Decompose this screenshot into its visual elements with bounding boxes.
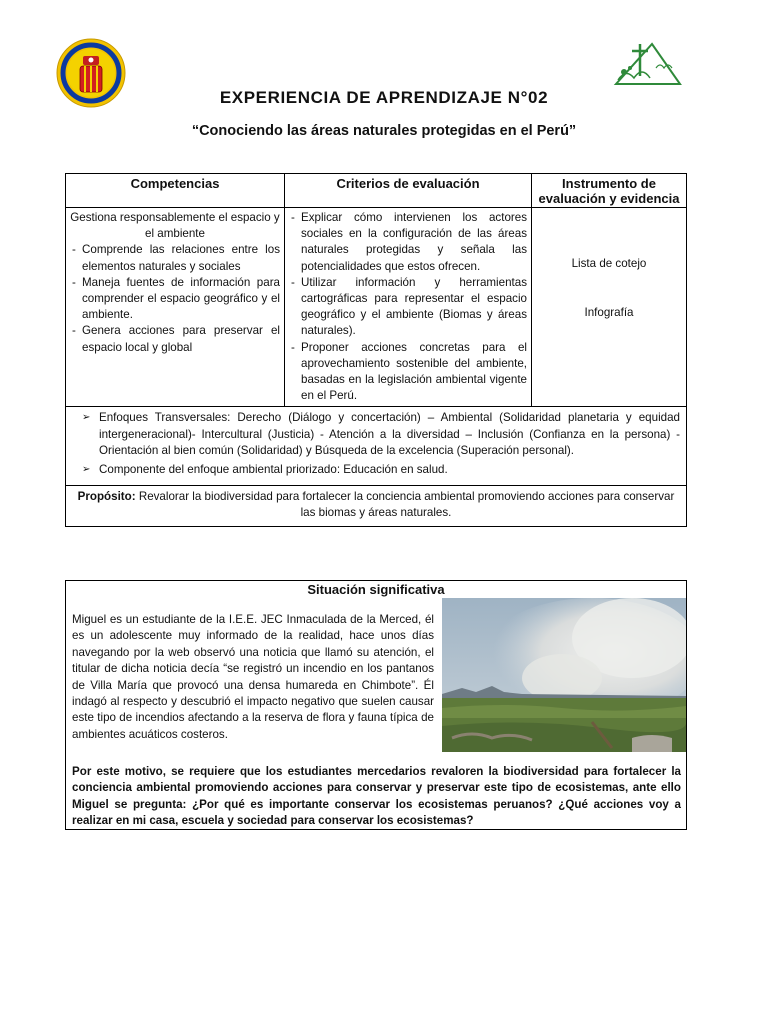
situacion-title: Situación significativa	[307, 582, 445, 597]
list-item: - Explicar cómo intervienen los actores sociales en la configuración de las áreas naturales protegidas y señala las potencialidades que estos ofrecen.	[289, 210, 527, 275]
enfoques-row	[66, 407, 687, 486]
list-item: - Utilizar información y herramientas cartográficas para representar el espacio geográfico y el ambiente (Biomas y áreas naturales).	[289, 275, 527, 340]
enfoques-list	[66, 407, 686, 485]
instrumento-infografia: Infografía	[584, 306, 634, 320]
proposito-text: Revalorar la biodiversidad para fortalecer la conciencia ambiental promoviendo acciones para conservar las biomas y áreas naturales.	[135, 490, 675, 520]
competencias-list	[70, 242, 280, 355]
header-instrumento: Instrumento de evaluación y evidencia	[532, 174, 687, 208]
header-competencias: Competencias	[66, 174, 285, 208]
table-header-row	[66, 174, 687, 208]
criterios-cell	[285, 208, 532, 407]
proposito-label: Propósito:	[77, 490, 136, 504]
situacion-box	[65, 580, 687, 830]
list-item: - Proponer acciones concretas para el aprovechamiento sostenible del ambiente, basadas en la legislación ambiental vigente en el Perú.	[289, 340, 527, 405]
page-subtitle: “Conociendo las áreas naturales protegidas en el Perú”	[191, 123, 577, 139]
wetland-fire-photo	[442, 598, 686, 752]
situacion-paragraph-1: Miguel es un estudiante de la I.E.E. JEC Inmaculada de la Merced, él es un adolescente muy informado de la realidad, hace unos días navegando por la web observó una noticia que llamó su atención, el titular de dicha noticia decía “se registró un incendio en los pantanos de Villa María que provocó una densa humareda en Chimbote”. Él indagó al respecto y descubrió el impacto negativo que suelen causar este tipo de incendios afectando a la reserva de flora y fauna típica de ambientes acuáticos costeros.	[72, 613, 434, 741]
page-title: EXPERIENCIA DE APRENDIZAJE N°02	[219, 88, 549, 107]
arrow-bullet-icon: ➢	[82, 412, 91, 424]
table-row	[66, 208, 687, 407]
instrumento-cell	[532, 208, 687, 407]
institution-logo	[612, 38, 684, 88]
header-criterios: Criterios de evaluación	[285, 174, 532, 208]
list-item: - Maneja fuentes de información para comprender el espacio geográfico y el ambiente.	[70, 275, 280, 324]
situacion-paragraph-2: Por este motivo, se requiere que los estudiantes mercedarios revaloren la biodiversidad para fortalecer la conciencia ambiental promoviendo acciones para conservar y preservar este tipo de ecosistemas, ante ello Miguel se pregunta: ¿Por qué es importante conservar los ecosistemas peruanos? ¿Qué acciones voy a realizar en mi casa, escuela y sociedad para conservar los ecosistemas?	[72, 765, 681, 828]
list-item: ➢ Enfoques Transversales: Derecho (Diálogo y concertación) – Ambiental (Solidaridad planetaria y equidad intergeneracional)- Intercultural (Justicia) - Atención a la diversidad – Inclusión (Confianza en la persona) - Orientación al bien común (Solidaridad) y Búsqueda de la excelencia (Superación personal).	[82, 411, 680, 457]
competencia-title: Gestiona responsablemente el espacio y el ambiente	[70, 211, 280, 241]
instrumento-lista: Lista de cotejo	[571, 257, 647, 270]
proposito-cell	[66, 486, 687, 526]
evaluation-table	[65, 173, 687, 527]
list-item: ➢ Componente del enfoque ambiental priorizado: Educación en salud.	[72, 462, 680, 478]
proposito-row	[66, 486, 687, 526]
enfoques-cell	[66, 407, 687, 486]
arrow-bullet-icon: ➢	[82, 464, 91, 476]
list-item: - Comprende las relaciones entre los elementos naturales y sociales	[70, 242, 280, 274]
competencias-cell	[66, 208, 285, 407]
criterios-list	[289, 210, 527, 404]
list-item: - Genera acciones para preservar el espacio local y global	[70, 323, 280, 355]
